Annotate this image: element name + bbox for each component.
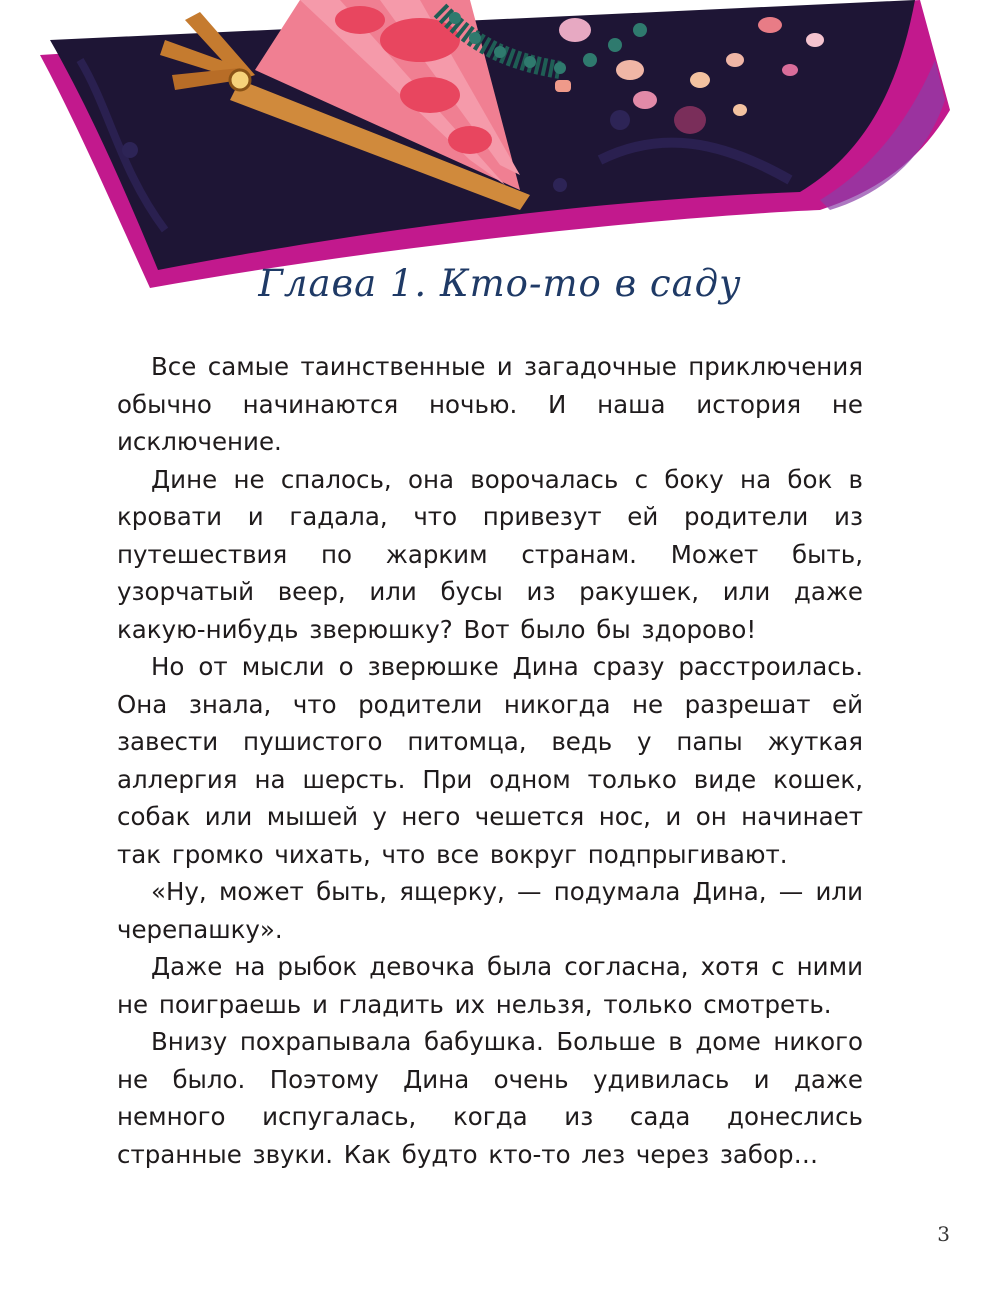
scarf-fan-beads-illustration — [0, 0, 1000, 300]
paragraph: Дине не спалось, она ворочалась с боку на бок в кровати и гадала, что привезут ей родители из путешествия по жарким странам. Может быть, узорчатый веер, или бусы из ракушек, или даже какую-нибудь зверюшку? Вот было бы здорово! — [117, 464, 863, 644]
paragraph: Все самые таинственные и загадочные приключения обычно начинаются ночью. И наша история не исключение. — [117, 352, 863, 456]
story-text — [117, 348, 863, 1173]
paragraph: «Ну, может быть, ящерку, — подумала Дина, — или черепашку». — [117, 877, 863, 944]
paragraph: Даже на рыбок девочка была согласна, хотя с ними не поиграешь и гладить их нельзя, только смотреть. — [117, 952, 863, 1019]
page-number: 3 — [937, 1222, 950, 1246]
paragraph: Внизу похрапывала бабушка. Больше в доме никого не было. Поэтому Дина очень удивилась и даже немного испугалась, когда из сада донеслись странные звуки. Как будто кто-то лез через забор… — [117, 1027, 863, 1169]
chapter-title: Глава 1. Кто-то в саду — [258, 262, 742, 305]
paragraph: Но от мысли о зверюшке Дина сразу расстроилась. Она знала, что родители никогда не разрешат ей завести пушистого питомца, ведь у папы жуткая аллергия на шерсть. При одном только виде кошек, собак или мышей у него чешется нос, и он начинает так громко чихать, что все вокруг подпрыгивают. — [117, 652, 863, 869]
